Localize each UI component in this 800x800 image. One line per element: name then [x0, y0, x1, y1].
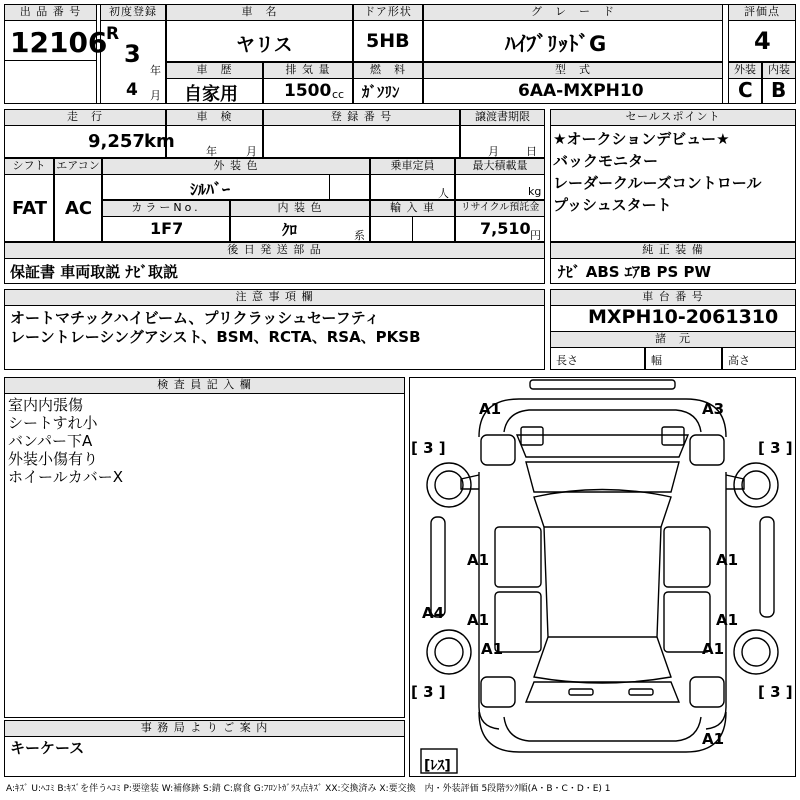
model-label: 型 式 [423, 62, 723, 79]
inspection-year-unit: 年 [206, 145, 217, 158]
interior-color-unit: 系 [354, 229, 365, 242]
reg-year: 3 [124, 40, 141, 68]
length-label: 長さ [556, 354, 578, 367]
interior-grade: B [771, 78, 787, 102]
mark-rear-bumper: A1 [702, 730, 725, 748]
taillight-left [481, 677, 515, 707]
headlight-right [662, 427, 684, 445]
notes-line-2: レーントレーシングアシスト、BSM、RCTA、RSA、PKSB [10, 328, 421, 346]
skirt-left [431, 517, 445, 617]
rear-window-shape [526, 682, 679, 702]
wheel-rl [427, 630, 471, 674]
rear-inner [504, 717, 701, 741]
mark-side-left: A4 [422, 604, 445, 622]
front-inner [504, 410, 701, 432]
transfer-month-unit: 月 [488, 145, 499, 158]
taillight-right [690, 677, 724, 707]
door-type: 5HB [366, 30, 410, 52]
ac-label: エアコン [54, 158, 102, 175]
legend: A:ｷｽﾞ U:ﾍｺﾐ B:ｷｽﾞを伴うﾍｺﾐ P:要塗装 W:補修跡 S:錆 C:腐食 G:ﾌﾛﾝﾄｶﾞﾗｽ点ｷｽﾞ XX:交換済み X:要交換 内・外装評価 5段階ﾗﾝｸ順(A・B・C・D・E) 1 [6, 784, 611, 794]
mark-quarter-left: A1 [481, 640, 504, 658]
sales-point-1: ★オークションデビュー★ [553, 130, 730, 148]
sales-point-4: プッシュスタート [553, 196, 672, 214]
front-panel-right [690, 435, 724, 465]
inspector-line-5: ホイールカバーX [8, 468, 123, 486]
grade: ﾊｲﾌﾞﾘｯﾄﾞG [505, 32, 607, 56]
exterior-grade: C [738, 78, 753, 102]
reg-year-unit: 年 [150, 64, 161, 77]
load-label: 最大積載量 [455, 158, 545, 175]
color-no-label: カラーNo. [102, 200, 230, 217]
interior-label: 内装 [762, 62, 796, 79]
lot-no: 12106 [10, 26, 108, 59]
rear-bar-right [629, 689, 653, 695]
interior-color: ｸﾛ [282, 221, 298, 239]
transfer-day-unit: 日 [526, 145, 537, 158]
office-text: キーケース [10, 739, 85, 757]
mileage: 9,257 [88, 131, 145, 152]
mark-door-fl: A1 [467, 551, 490, 569]
door-label: ドア形状 [353, 4, 423, 21]
inspector-line-4: 外装小傷有り [8, 450, 99, 468]
windshield-shape [526, 462, 679, 492]
door-fr-shape [664, 527, 710, 587]
front-bumper-shape [530, 380, 675, 389]
capacity-label: 乗車定員 [370, 158, 455, 175]
color-divider [329, 174, 330, 200]
mark-door-rl: A1 [467, 611, 490, 629]
height-label: 高さ [728, 354, 750, 367]
later-parts: 保証書 車両取説 ﾅﾋﾞ取説 [10, 263, 178, 281]
lot-no-label: 出 品 番 号 [4, 4, 97, 21]
body-left-side [479, 472, 499, 729]
sales-point-3: レーダークルーズコントロール [553, 174, 762, 192]
reg-month: 4 [126, 80, 138, 100]
load-unit: kg [528, 185, 542, 198]
grade-label: グ レ ー ド [423, 4, 723, 21]
inspector-line-3: バンパー下A [8, 432, 93, 450]
color-label: 外 装 色 [102, 158, 370, 175]
mileage-label: 走 行 [4, 109, 166, 126]
rear-bar-left [569, 689, 593, 695]
mark-tire-fr: [ 3 ] [758, 439, 793, 457]
dims-label: 諸 元 [550, 331, 796, 348]
sales-points-label: セールスポイント [550, 109, 796, 126]
mark-tire-rr: [ 3 ] [758, 683, 793, 701]
wheel-fr-inner [742, 471, 770, 499]
wheel-fl-inner [435, 471, 463, 499]
mark-quarter-right: A1 [702, 640, 725, 658]
wheel-fr [734, 463, 778, 507]
history: 自家用 [184, 84, 238, 105]
wheel-fl [427, 463, 471, 507]
displacement: 1500 [284, 81, 332, 101]
inspector-line-1: 室内内張傷 [8, 396, 84, 414]
fuel-label: 燃 料 [353, 62, 423, 79]
car-name: ヤリス [236, 34, 293, 56]
door-fl-shape [495, 527, 541, 587]
mark-spare: [ﾚｽ] [424, 758, 451, 774]
body-right-side [706, 472, 726, 729]
era: R [106, 24, 120, 44]
shift: FAT [12, 198, 48, 219]
equipment-label: 純 正 装 備 [550, 242, 796, 259]
chassis-no: MXPH10-2061310 [588, 306, 779, 328]
color: ｼﾙﾊﾞｰ [190, 180, 231, 199]
score: 4 [754, 27, 771, 55]
wheel-rr [734, 630, 778, 674]
mark-door-fr: A1 [716, 551, 739, 569]
recycle-label: リサイクル預託金 [455, 200, 545, 217]
ac: AC [65, 198, 93, 219]
width-label: 幅 [651, 354, 662, 367]
mark-tire-fl: [ 3 ] [411, 439, 446, 457]
office-label: 事 務 局 よ り ご 案 内 [4, 720, 405, 737]
score-label: 評価点 [728, 4, 796, 21]
interior-color-label: 内 装 色 [230, 200, 370, 217]
chassis-label: 車 台 番 号 [550, 289, 796, 306]
inspection-month-unit: 月 [246, 145, 257, 158]
roof-shape [534, 490, 671, 684]
import-label: 輸 入 車 [370, 200, 455, 217]
equipment: ﾅﾋﾞ ABS ｴｱB PS PW [558, 263, 712, 281]
car-name-label: 車 名 [166, 4, 353, 21]
inspector-line-2: シートすれ小 [8, 414, 98, 432]
shift-label: シフト [4, 158, 54, 175]
later-parts-label: 後 日 発 送 部 品 [4, 242, 545, 259]
headlight-left [521, 427, 543, 445]
mileage-unit: km [144, 131, 175, 152]
inspection-label: 車 検 [166, 109, 263, 126]
wheel-rr-inner [742, 638, 770, 666]
notes-label: 注 意 事 項 欄 [4, 289, 545, 306]
lot-no-divider [4, 60, 97, 61]
rear-outline [479, 712, 726, 752]
mark-door-rr: A1 [716, 611, 739, 629]
capacity-unit: 人 [438, 187, 449, 200]
interior-color-cell [230, 216, 370, 242]
model: 6AA-MXPH10 [518, 81, 644, 101]
mark-tire-rl: [ 3 ] [411, 683, 446, 701]
mark-front-right: A3 [702, 400, 725, 418]
wheel-rl-inner [435, 638, 463, 666]
first-reg-label: 初度登録 [100, 4, 166, 21]
front-panel-left [481, 435, 515, 465]
recycle-unit: 円 [530, 229, 541, 242]
skirt-right [760, 517, 774, 617]
inspector-label: 検 査 員 記 入 欄 [4, 377, 405, 394]
car-diagram-svg [409, 377, 796, 777]
reg-no-label: 登 録 番 号 [263, 109, 460, 126]
transfer-label: 譲渡書期限 [460, 109, 545, 126]
reg-month-unit: 月 [150, 89, 161, 102]
import-divider [412, 216, 413, 242]
fuel: ｶﾞｿﾘﾝ [362, 83, 400, 101]
exterior-label: 外装 [728, 62, 762, 79]
notes-line-1: オートマチックハイビーム、プリクラッシュセーフティ [10, 309, 380, 327]
front-outline [479, 399, 726, 437]
displacement-label: 排 気 量 [263, 62, 353, 79]
mark-front-left: A1 [479, 400, 502, 418]
history-label: 車 歴 [166, 62, 263, 79]
displacement-unit: cc [332, 88, 345, 101]
sales-point-2: バックモニター [553, 152, 659, 170]
reg-no-cell [263, 125, 460, 158]
color-no: 1F7 [150, 219, 184, 238]
recycle: 7,510 [480, 219, 531, 238]
